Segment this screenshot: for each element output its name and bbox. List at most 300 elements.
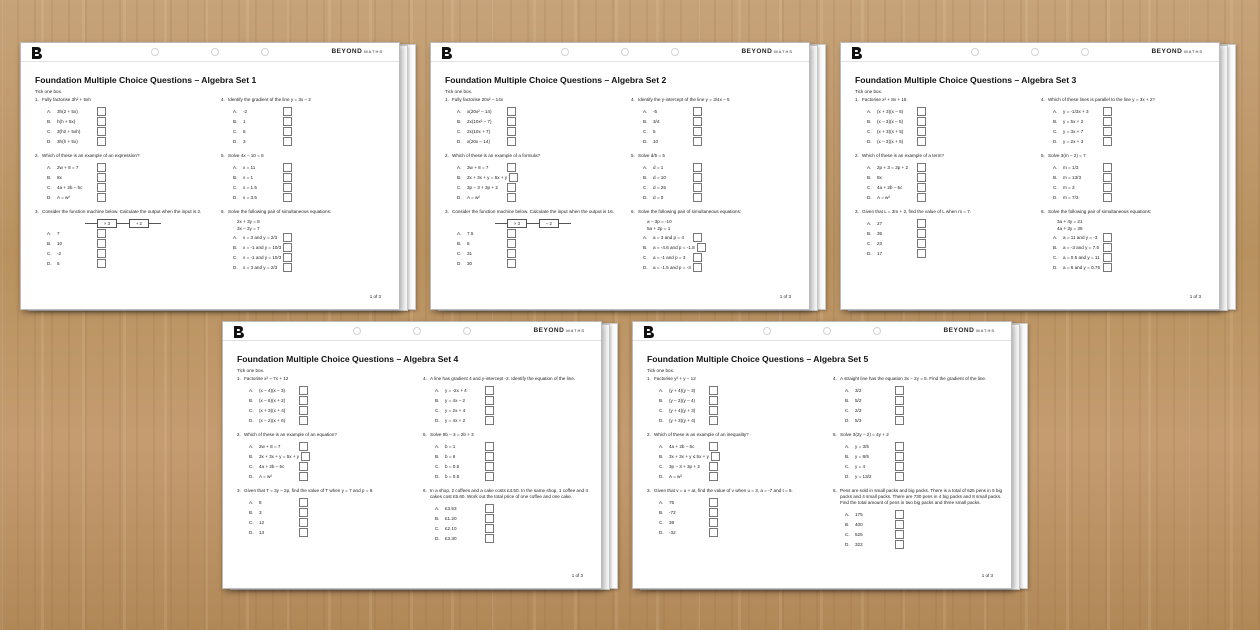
tick-box[interactable]: [299, 416, 308, 425]
tick-box[interactable]: [917, 107, 926, 116]
question-text-row: [445, 153, 615, 159]
tick-box[interactable]: [895, 442, 904, 451]
option-text: (x – 6)(x + 2): [259, 397, 286, 403]
option-letter: B.: [845, 453, 850, 459]
machine-arrow: [149, 223, 161, 224]
tick-box[interactable]: [485, 452, 494, 461]
tick-box[interactable]: [97, 173, 106, 182]
question-number: 6.: [221, 209, 225, 214]
tick-box[interactable]: [693, 233, 702, 242]
tick-box[interactable]: [1103, 193, 1112, 202]
question-number: 4.: [631, 97, 635, 102]
tick-box[interactable]: [709, 462, 718, 471]
option-text: 5: [243, 128, 246, 134]
tick-box[interactable]: [299, 528, 308, 537]
tick-box[interactable]: [895, 510, 904, 519]
tick-box[interactable]: [693, 137, 702, 146]
punch-hole: [971, 48, 979, 56]
tick-box[interactable]: [299, 386, 308, 395]
question-text-row: [855, 209, 1025, 215]
tick-box[interactable]: [1103, 137, 1112, 146]
tick-box[interactable]: [299, 518, 308, 527]
option-letter: D.: [457, 260, 462, 266]
tick-box[interactable]: [1103, 107, 1112, 116]
worksheet-title: Foundation Multiple Choice Questions – Algebra Set 4: [237, 354, 459, 364]
option-text: 31: [467, 250, 473, 256]
answer-option: [445, 116, 615, 126]
question-number: 4.: [221, 97, 225, 102]
question: [1041, 97, 1211, 146]
question-text-row: [631, 97, 801, 103]
tick-box[interactable]: [97, 239, 106, 248]
tick-box[interactable]: [283, 243, 292, 252]
option-text: x(20x – 14): [467, 138, 490, 144]
question-text: Identify the gradient of the line y = 3x – 2: [228, 97, 311, 102]
logo-icon: [643, 325, 654, 337]
option-text: (x – 3)(x – 5): [877, 118, 904, 124]
question-text-row: [1041, 153, 1211, 159]
tick-box[interactable]: [283, 107, 292, 116]
answer-option: [855, 162, 1025, 172]
tick-box[interactable]: [693, 107, 702, 116]
answer-option: [237, 441, 407, 451]
machine-arrow: [559, 223, 571, 224]
punch-hole: [621, 48, 629, 56]
option-letter: C.: [457, 250, 462, 256]
option-text: x = 3 and y = 2/3: [243, 234, 278, 240]
tick-box[interactable]: [1103, 127, 1112, 136]
tick-box[interactable]: [1103, 233, 1112, 242]
tick-box[interactable]: [1103, 263, 1112, 272]
option-text: 3/4: [653, 118, 660, 124]
tick-box[interactable]: [507, 117, 516, 126]
tick-box[interactable]: [917, 219, 926, 228]
tick-box[interactable]: [693, 253, 702, 262]
option-letter: A.: [643, 108, 648, 114]
option-letter: C.: [659, 519, 664, 525]
answer-option: [631, 172, 801, 182]
option-text: b = 1: [445, 443, 456, 449]
tick-box[interactable]: [711, 452, 720, 461]
tick-box[interactable]: [507, 163, 516, 172]
question-column-left: [445, 97, 615, 275]
question-text: Pens are sold in small packs and big packs. There is a total of 625 pens in 5 big packs and 4 small packs. There are 730 pens in 4 big packs and 8 small packs. Find the total amount of pens in two big packs and three small packs.: [840, 488, 1003, 505]
option-text: 525: [855, 531, 863, 537]
tick-box[interactable]: [709, 416, 718, 425]
option-text: a = -1 and p = 3: [653, 254, 686, 260]
answer-option: [631, 242, 801, 252]
tick-box[interactable]: [283, 173, 292, 182]
tick-box[interactable]: [709, 472, 718, 481]
punch-hole: [353, 327, 361, 335]
answer-option: [445, 162, 615, 172]
answer-option: [423, 523, 593, 533]
option-text: 3x + 3x + y = 5x + y: [259, 453, 300, 459]
tick-box[interactable]: [97, 137, 106, 146]
option-text: 30: [467, 260, 473, 266]
answer-option: [35, 182, 205, 192]
tick-box[interactable]: [693, 173, 702, 182]
tick-box[interactable]: [709, 386, 718, 395]
tick-box[interactable]: [283, 253, 292, 262]
option-letter: C.: [457, 128, 462, 134]
equation-line: 3x – 2y = 7: [237, 226, 260, 231]
tick-box[interactable]: [917, 249, 926, 258]
tick-box[interactable]: [693, 193, 702, 202]
question-text-row: [647, 376, 817, 382]
tick-box[interactable]: [1103, 183, 1112, 192]
answer-option: [833, 539, 1003, 549]
option-letter: B.: [435, 453, 440, 459]
option-letter: A.: [233, 164, 238, 170]
option-letter: B.: [233, 244, 238, 250]
question-number: 5.: [1041, 153, 1045, 158]
tick-box[interactable]: [97, 259, 106, 268]
answer-option: [833, 529, 1003, 539]
question-column-right: [1041, 97, 1211, 279]
tick-box[interactable]: [485, 504, 494, 513]
tick-box[interactable]: [1103, 163, 1112, 172]
brand-text: BEYOND: [533, 327, 565, 334]
option-letter: B.: [867, 230, 872, 236]
tick-box[interactable]: [507, 239, 516, 248]
tick-box[interactable]: [709, 498, 718, 507]
logo-icon: [441, 46, 452, 58]
tick-box[interactable]: [1103, 117, 1112, 126]
tick-box[interactable]: [895, 462, 904, 471]
option-text: 4a + 2b – 5c: [57, 184, 83, 190]
worksheet-header: [21, 43, 399, 62]
tick-box[interactable]: [97, 183, 106, 192]
question-number: 1.: [35, 97, 39, 102]
question: [423, 432, 593, 481]
option-letter: B.: [457, 174, 462, 180]
answer-option: [237, 507, 407, 517]
tick-box[interactable]: [97, 193, 106, 202]
option-letter: C.: [435, 407, 440, 413]
tick-box[interactable]: [709, 406, 718, 415]
question: [631, 97, 801, 146]
tick-box[interactable]: [97, 249, 106, 258]
question-text-row: [445, 209, 615, 215]
option-text: x = 11: [243, 164, 256, 170]
option-letter: A.: [47, 164, 52, 170]
worksheet-page: [430, 42, 810, 310]
option-letter: C.: [867, 240, 872, 246]
answer-option: [1041, 172, 1211, 182]
answer-option: [647, 405, 817, 415]
tick-box[interactable]: [895, 472, 904, 481]
answer-option: [221, 192, 391, 202]
option-letter: B.: [643, 118, 648, 124]
option-letter: D.: [643, 194, 648, 200]
question: [221, 209, 391, 272]
option-letter: C.: [1053, 184, 1058, 190]
tick-box[interactable]: [895, 452, 904, 461]
tick-box[interactable]: [97, 229, 106, 238]
option-letter: C.: [845, 407, 850, 413]
option-text: -72: [669, 509, 676, 515]
question-number: 6.: [631, 209, 635, 214]
tick-box[interactable]: [895, 416, 904, 425]
question-column-left: [35, 97, 205, 275]
option-letter: A.: [643, 164, 648, 170]
tick-box[interactable]: [1103, 253, 1112, 262]
tick-box[interactable]: [283, 137, 292, 146]
question-text-row: [647, 432, 817, 438]
answer-option: [423, 471, 593, 481]
tick-box[interactable]: [97, 127, 106, 136]
option-letter: B.: [233, 174, 238, 180]
worksheet-stack: [20, 42, 420, 308]
tick-box[interactable]: [507, 107, 516, 116]
worksheet-title: Foundation Multiple Choice Questions – Algebra Set 1: [35, 75, 257, 85]
tick-box[interactable]: [283, 127, 292, 136]
question-text: Factorise y² + y – 12: [654, 376, 696, 381]
tick-box[interactable]: [485, 406, 494, 415]
tick-box[interactable]: [1103, 173, 1112, 182]
tick-box[interactable]: [283, 163, 292, 172]
option-letter: A.: [643, 234, 648, 240]
tick-box[interactable]: [693, 163, 702, 172]
tick-box[interactable]: [97, 117, 106, 126]
question-text: Consider the function machine below. Calculate the input when the output is 16.: [452, 209, 614, 214]
tick-box[interactable]: [299, 498, 308, 507]
tick-box[interactable]: [895, 540, 904, 549]
tick-box[interactable]: [895, 386, 904, 395]
question: [445, 209, 615, 268]
option-text: 3p – 3 + 3p + 2: [669, 463, 700, 469]
tick-box[interactable]: [485, 514, 494, 523]
tick-box[interactable]: [283, 263, 292, 272]
tick-box[interactable]: [895, 530, 904, 539]
option-letter: D.: [659, 529, 664, 535]
question: [855, 209, 1025, 258]
answer-option: [423, 533, 593, 543]
tick-box[interactable]: [485, 386, 494, 395]
answer-option: [445, 172, 615, 182]
option-text: a = 11 and y = -3: [1063, 234, 1098, 240]
option-letter: D.: [845, 473, 850, 479]
tick-box[interactable]: [283, 233, 292, 242]
answer-option: [833, 461, 1003, 471]
brand-suffix: MATHS: [976, 328, 995, 333]
option-text: y = 3/5: [855, 443, 869, 449]
option-letter: C.: [457, 184, 462, 190]
tick-box[interactable]: [917, 173, 926, 182]
option-letter: D.: [643, 138, 648, 144]
option-text: A = w²: [467, 194, 480, 200]
equation-line: 4a + 3y = 35: [1057, 226, 1083, 231]
tick-box[interactable]: [283, 193, 292, 202]
option-text: 322: [855, 541, 863, 547]
question-column-right: [423, 376, 593, 550]
answer-option: [423, 405, 593, 415]
tick-box[interactable]: [507, 183, 516, 192]
function-machine: [35, 218, 205, 228]
tick-box[interactable]: [507, 193, 516, 202]
answer-option: [833, 451, 1003, 461]
tick-box[interactable]: [693, 183, 702, 192]
tick-box[interactable]: [917, 127, 926, 136]
tick-box[interactable]: [709, 518, 718, 527]
option-letter: B.: [233, 118, 238, 124]
question-number: 3.: [855, 209, 859, 214]
answer-option: [631, 252, 801, 262]
tick-box[interactable]: [693, 127, 702, 136]
answer-option: [237, 497, 407, 507]
answer-option: [647, 517, 817, 527]
option-letter: C.: [47, 184, 52, 190]
option-letter: B.: [845, 521, 850, 527]
tick-box[interactable]: [485, 416, 494, 425]
option-letter: D.: [435, 473, 440, 479]
punch-hole: [1081, 48, 1089, 56]
tick-box[interactable]: [283, 183, 292, 192]
punch-hole: [823, 327, 831, 335]
answer-option: [647, 385, 817, 395]
tick-box[interactable]: [97, 107, 106, 116]
tick-box[interactable]: [709, 442, 718, 451]
tick-box[interactable]: [693, 263, 702, 272]
tick-box[interactable]: [485, 396, 494, 405]
question-number: 4.: [1041, 97, 1045, 102]
answer-option: [221, 162, 391, 172]
option-text: 5: [653, 128, 656, 134]
option-letter: C.: [435, 525, 440, 531]
question-text-row: [855, 153, 1025, 159]
question-text: Given that L = 3m + 2, find the value of L when m = 7.: [862, 209, 972, 214]
option-text: (y – 3)(y – 4): [669, 397, 696, 403]
answer-option: [855, 248, 1025, 258]
question-text-row: [423, 376, 593, 382]
tick-box[interactable]: [917, 239, 926, 248]
tick-box[interactable]: [917, 117, 926, 126]
tick-box[interactable]: [917, 193, 926, 202]
tick-box[interactable]: [299, 406, 308, 415]
tick-box[interactable]: [895, 396, 904, 405]
option-letter: A.: [249, 499, 254, 505]
worksheet-stack: [840, 42, 1240, 308]
question-column-left: [647, 376, 817, 544]
tick-box[interactable]: [507, 137, 516, 146]
tick-box[interactable]: [485, 534, 494, 543]
tick-box[interactable]: [283, 117, 292, 126]
option-letter: C.: [867, 128, 872, 134]
equation-line: 5a + 2p = 1: [647, 226, 671, 231]
tick-box[interactable]: [301, 452, 310, 461]
option-letter: D.: [249, 417, 254, 423]
tick-box[interactable]: [697, 243, 706, 252]
tick-instruction: Tick one box.: [647, 368, 675, 373]
option-letter: A.: [435, 387, 440, 393]
option-text: y = 13/2: [855, 473, 872, 479]
tick-box[interactable]: [485, 462, 494, 471]
question-text: Factorise x² – 7x + 12: [244, 376, 289, 381]
tick-box[interactable]: [709, 396, 718, 405]
option-letter: B.: [435, 397, 440, 403]
option-text: £2.10: [445, 525, 457, 531]
option-letter: B.: [435, 515, 440, 521]
tick-box[interactable]: [509, 173, 518, 182]
answer-option: [445, 248, 615, 258]
tick-box[interactable]: [485, 524, 494, 533]
option-text: y = 2x + 3: [1063, 138, 1084, 144]
option-letter: B.: [867, 174, 872, 180]
tick-box[interactable]: [709, 508, 718, 517]
tick-box[interactable]: [507, 229, 516, 238]
tick-box[interactable]: [1103, 243, 1112, 252]
question-column-left: [855, 97, 1025, 265]
tick-box[interactable]: [895, 520, 904, 529]
tick-box[interactable]: [299, 442, 308, 451]
answer-option: [237, 415, 407, 425]
tick-box[interactable]: [299, 462, 308, 471]
question: [423, 488, 593, 543]
option-text: b = 6: [445, 453, 456, 459]
option-text: y = 5x + 2: [1063, 118, 1084, 124]
question: [1041, 153, 1211, 202]
question: [833, 432, 1003, 481]
answer-option: [35, 106, 205, 116]
tick-box[interactable]: [299, 508, 308, 517]
option-text: 2x(10x + 7): [467, 128, 491, 134]
tick-box[interactable]: [299, 472, 308, 481]
tick-box[interactable]: [693, 117, 702, 126]
punch-hole: [261, 48, 269, 56]
option-text: 38: [669, 519, 675, 525]
tick-box[interactable]: [917, 183, 926, 192]
tick-box[interactable]: [709, 528, 718, 537]
question-text-row: [237, 376, 407, 382]
question-text: Solve the following pair of simultaneous equations:: [638, 209, 742, 214]
option-letter: C.: [249, 463, 254, 469]
answer-option: [221, 242, 391, 252]
tick-box[interactable]: [97, 163, 106, 172]
answer-option: [35, 126, 205, 136]
tick-box[interactable]: [299, 396, 308, 405]
tick-box[interactable]: [485, 472, 494, 481]
option-letter: D.: [249, 529, 254, 535]
option-letter: D.: [435, 535, 440, 541]
option-text: a = 0.5 and y = 11: [1063, 254, 1100, 260]
tick-box[interactable]: [507, 249, 516, 258]
brand-suffix: MATHS: [1184, 49, 1203, 54]
option-letter: C.: [1053, 128, 1058, 134]
option-text: 17: [877, 250, 883, 256]
option-text: 10: [57, 240, 63, 246]
worksheet-header: [223, 322, 601, 341]
option-letter: B.: [659, 397, 664, 403]
question: [237, 488, 407, 537]
option-text: 175: [855, 511, 863, 517]
tick-box[interactable]: [917, 163, 926, 172]
tick-box[interactable]: [507, 127, 516, 136]
option-text: y = 4: [855, 463, 866, 469]
question-text: Solve d/5 = 5: [638, 153, 665, 158]
option-letter: C.: [233, 254, 238, 260]
tick-box[interactable]: [485, 442, 494, 451]
tick-box[interactable]: [895, 406, 904, 415]
option-letter: A.: [435, 443, 440, 449]
tick-box[interactable]: [507, 259, 516, 268]
question-text: Solve 8b – 3 = 2b + 3: [430, 432, 474, 437]
tick-box[interactable]: [917, 229, 926, 238]
question-text-row: [221, 97, 391, 103]
tick-box[interactable]: [917, 137, 926, 146]
option-letter: A.: [249, 443, 254, 449]
option-text: 13: [259, 529, 265, 535]
